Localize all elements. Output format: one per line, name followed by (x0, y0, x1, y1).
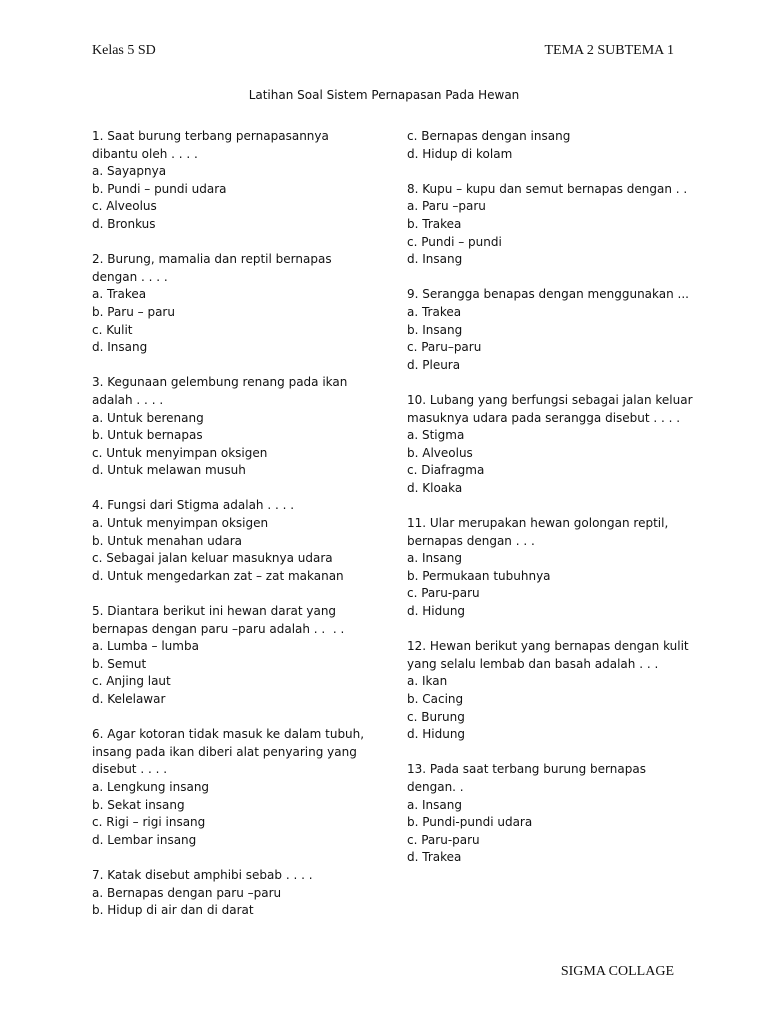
answer-option: c. Burung (407, 709, 465, 724)
answer-option: b. Pundi – pundi udara (92, 181, 227, 196)
answer-option: b. Permukaan tubuhnya (407, 568, 551, 583)
question-block (407, 638, 707, 744)
question-block (407, 286, 707, 374)
header-class-label: Kelas 5 SD (92, 43, 156, 58)
answer-option: d. Insang (92, 340, 148, 355)
answer-option: b. Pundi-pundi udara (407, 815, 533, 830)
answer-option: a. Trakea (92, 287, 147, 302)
answer-option: d. Hidung (407, 604, 466, 619)
answer-option: b. Untuk menahan udara (92, 533, 242, 548)
answer-option: b. Trakea (407, 216, 462, 231)
answer-option: a. Insang (407, 797, 462, 812)
question-text: 9. Serangga benapas dengan menggunakan ... (407, 287, 689, 302)
question-block (407, 392, 707, 498)
answer-option: b. Insang (407, 322, 463, 337)
question-text: 8. Kupu – kupu dan semut bernapas dengan . . (407, 181, 688, 196)
question-text: 13. Pada saat terbang burung bernapas dengan. . (407, 762, 646, 794)
answer-option: b. Alveolus (407, 445, 473, 460)
answer-option: c. Bernapas dengan insang (407, 129, 571, 143)
question-block (92, 128, 382, 234)
answer-option: d. Untuk melawan musuh (92, 463, 246, 478)
question-text: 10. Lubang yang berfungsi sebagai jalan keluar masuknya udara pada serangga disebut . . . . (407, 392, 693, 425)
answer-option: a. Untuk berenang (92, 410, 204, 425)
answer-option: d. Insang (407, 252, 463, 267)
question-block (92, 603, 382, 709)
right-column (407, 128, 707, 885)
answer-option: a. Bernapas dengan paru –paru (92, 885, 282, 900)
answer-option: c. Anjing laut (92, 674, 171, 689)
answer-option: a. Sayapnya (92, 164, 167, 179)
answer-option: d. Kloaka (407, 480, 463, 495)
question-block (92, 867, 382, 920)
answer-option: a. Ikan (407, 674, 448, 689)
question-block (407, 515, 707, 621)
answer-option: a. Paru –paru (407, 199, 486, 214)
question-block (407, 181, 707, 269)
question-text: 7. Katak disebut amphibi sebab . . . . (92, 867, 313, 882)
answer-option: d. Lembar insang (92, 832, 197, 847)
answer-option: c. Untuk menyimpan oksigen (92, 445, 268, 460)
answer-option: d. Bronkus (92, 216, 156, 231)
left-column (92, 128, 382, 937)
question-text: 12. Hewan berikut yang bernapas dengan kulit yang selalu lembab dan basah adalah . . . (407, 639, 689, 671)
answer-option: d. Untuk mengedarkan zat – zat makanan (92, 568, 344, 583)
answer-option: c. Paru-paru (407, 586, 480, 601)
answer-option: a. Lengkung insang (92, 779, 210, 794)
answer-option: d. Hidung (407, 727, 466, 742)
page-title: Latihan Soal Sistem Pernapasan Pada Hewan (248, 88, 520, 102)
answer-option: b. Sekat insang (92, 797, 185, 812)
question-text: 1. Saat burung terbang pernapasannya dibantu oleh . . . . (92, 129, 329, 161)
answer-option: c. Pundi – pundi (407, 234, 502, 249)
answer-option: c. Sebagai jalan keluar masuknya udara (92, 551, 333, 566)
answer-option: b. Hidup di air dan di darat (92, 903, 254, 918)
answer-option: c. Paru-paru (407, 832, 480, 847)
question-block (92, 726, 382, 849)
answer-option: d. Hidup di kolam (407, 146, 513, 161)
question-text: 3. Kegunaan gelembung renang pada ikan adalah . . . . (92, 375, 348, 407)
answer-option: d. Pleura (407, 357, 461, 372)
footer-label: SIGMA COLLAGE (560, 964, 674, 979)
question-text: 5. Diantara berikut ini hewan darat yang bernapas dengan paru –paru adalah . . . . (92, 604, 345, 636)
answer-option: d. Kelelawar (92, 692, 166, 706)
answer-option: c. Paru–paru (407, 340, 482, 355)
answer-option: a. Lumba – lumba (92, 639, 199, 654)
answer-option: c. Alveolus (92, 199, 157, 214)
answer-option: b. Paru – paru (92, 304, 175, 319)
question-text: 4. Fungsi dari Stigma adalah . . . . (92, 498, 295, 513)
answer-option: a. Insang (407, 551, 462, 566)
header-theme-label: TEMA 2 SUBTEMA 1 (544, 43, 674, 58)
answer-option: c. Rigi – rigi insang (92, 815, 206, 830)
question-text: 2. Burung, mamalia dan reptil bernapas dengan . . . . (92, 252, 332, 284)
answer-option: a. Untuk menyimpan oksigen (92, 516, 269, 531)
answer-option: c. Diafragma (407, 463, 485, 478)
question-block (407, 761, 707, 867)
answer-option: b. Untuk bernapas (92, 428, 203, 443)
question-text: 11. Ular merupakan hewan golongan reptil, bernapas dengan . . . (407, 516, 669, 548)
answer-option: b. Cacing (407, 692, 464, 706)
question-block (407, 128, 707, 163)
answer-option: c. Kulit (92, 322, 133, 337)
answer-option: a. Trakea (407, 304, 462, 319)
question-text: 6. Agar kotoran tidak masuk ke dalam tubuh, insang pada ikan diberi alat penyaring yang disebut . . . . (92, 727, 365, 777)
question-block (92, 497, 382, 585)
question-block (92, 374, 382, 480)
question-block (92, 251, 382, 357)
answer-option: b. Semut (92, 656, 147, 671)
answer-option: a. Stigma (407, 428, 465, 443)
answer-option: d. Trakea (407, 850, 462, 865)
